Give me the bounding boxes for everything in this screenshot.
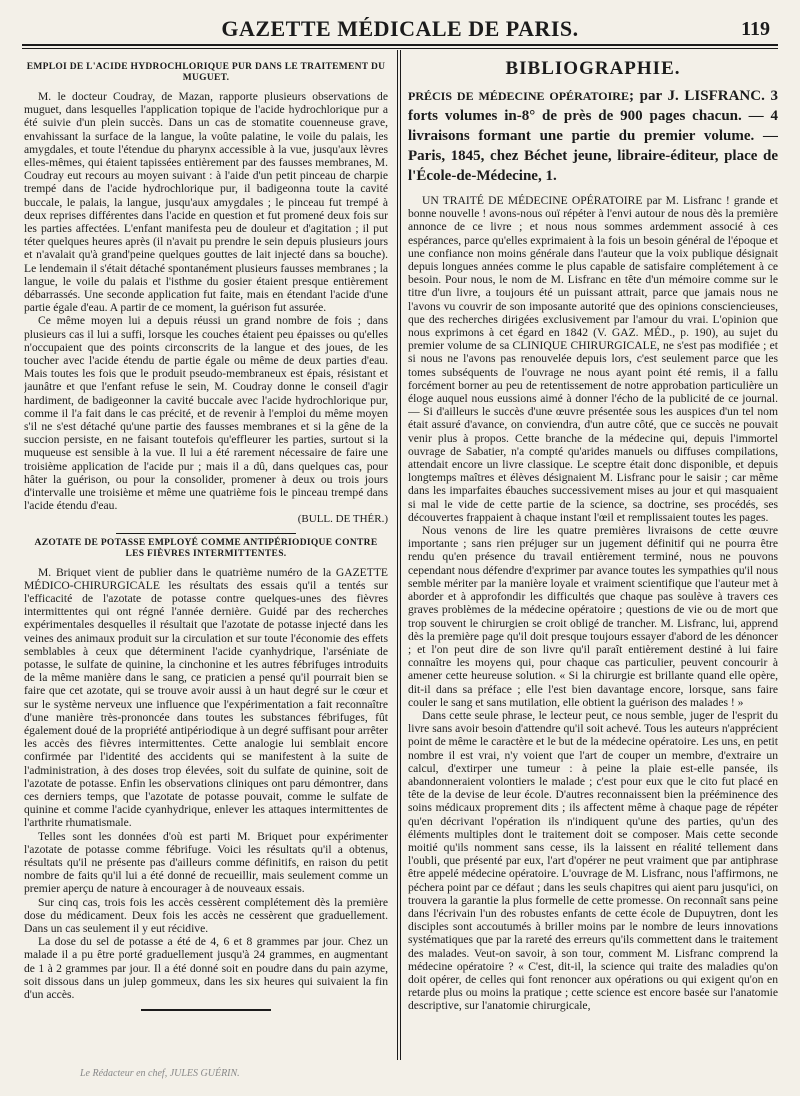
article-paragraph: Telles sont les données d'où est parti M. Briquet pour expérimenter l'azotate de potasse comme fébrifuge. Voici les résultats qu'il a obtenus, résultats qu'il ne présente pas d'ailleurs comme définitifs, en raison du petit nombre de faits qu'il lui a été donné de recueillir, mais seulement comme un premier aperçu de nature à encourager à de nouveaux essais.	[24, 829, 388, 896]
end-rule	[141, 1009, 271, 1011]
source-citation: (BULL. DE THÉR.)	[297, 512, 388, 525]
bleed-through-text: Le Rédacteur en chef, JULES GUÉRIN.	[80, 1068, 240, 1079]
right-column	[408, 58, 778, 1088]
article-paragraph: La dose du sel de potasse a été de 4, 6 et 8 grammes par jour. Chez un malade il a pu être porté graduellement jusqu'à 24 grammes, en augmentant de 1 à 2 grammes par jour. Il a été donné soit en poudre dans du pain azyme, soit dissous dans un julep gommeux, dans les six heures qui suivaient la fin d'un accès.	[24, 935, 388, 1001]
page-number: 119	[741, 18, 770, 40]
top-rule-thin	[22, 48, 778, 49]
section-heading-muguet: EMPLOI DE L'ACIDE HYDROCHLORIQUE PUR DANS LE TRAITEMENT DU MUGUET.	[26, 62, 386, 83]
bibliography-heading: BIBLIOGRAPHIE.	[505, 58, 681, 79]
article-paragraph: M. Briquet vient de publier dans le quatrième numéro de la GAZETTE MÉDICO-CHIRURGICALE les résultats des essais qu'il a tentés sur l'efficacité de l'azotate de potasse contre quelques-unes des fièvres intermittentes qui ont régné l'année dernière. Guidé par des recherches expérimentales desquelles il résultait que l'azotate de potasse injecté dans les veines des animaux produit sur la circulation et sur toute l'économie des effets semblables à ceux que déterminent l'acide cyanhydrique, l'arséniate de potasse, le sulfate de quinine, la cinchonine et les autres fébrifuges introduits de la même manière dans le sang, ce praticien a pensé qu'il pourrait bien se faire que cet azotate, qui se trouve avoir aussi à un haut degré sur le cœur et sur le système nerveux une influence que l'expérimentation a fait reconnaître d'une manière très-prononcée dans toutes les substances fébrifuges, fût également doué de la propriété antipériodique à un degré suffisant pour arrêter les accès des fièvres intermittentes. Cette analogie lui semblait encore confirmée par l'identité des accidents qui se manifestent à la suite de l'administration, à des doses trop élevées, soit du sulfate de quinine, soit de l'azotate de potasse. Enfin les observations cliniques ont paru démontrer, dans ces derniers temps, que l'azotate de potasse pouvait, comme le sulfate de quinine et comme l'acide cyanhydrique, enlever les attaques intermittentes de l'arthrite rhumatismale.	[24, 565, 388, 830]
book-title: PRÉCIS DE MÉDECINE OPÉRATOIRE	[408, 89, 629, 103]
left-column	[24, 58, 388, 1068]
top-rule	[22, 44, 778, 46]
review-paragraph: Dans cette seule phrase, le lecteur peut, ce nous semble, juger de l'esprit du livre sans avoir besoin d'attendre qu'il soit achevé. Tous les auteurs n'apprécient point de même le caractère et le but de la médecine opératoire. Les uns, en petit nombre il est vrai, n'y voient que l'art de couper un membre, d'extraire un calcul, d'extirper une tumeur : à peine la plaie est-elle pansée, ils abandonneraient volontiers le malade ; c'est pour eux que le cito fut placé en tête de la devise de leur école. D'autres reconnaissent bien la prééminence des soins médicaux proprement dits ; ils affectent même à chaque page de répéter qu'en décrivant l'opération ils n'indiquent qu'une des parties, qu'un des éléments multiples dont le traitement doit se composer. Mais cette seconde moitié qu'ils nomment sans cesse, ils la laissent en réalité tellement dans l'oubli, que présenté par eux, l'art d'opérer ne peut vraiment que par antiphrase être appelé médecine opératoire. L'ouvrage de M. Lisfranc, nous l'affirmons, ne péchera point par ce défaut ; dans les seuls chapitres qui aient paru jusqu'ici, on trouvera la garantie la plus formelle de cette promesse. On reconnaît sans peine dans l'écrivain l'un des robustes enfants de cette école de Dupuytren, dont les disciples sont accoutumés à briller moins par le nombre de leurs innovations systématiques que par la rareté des erreurs qu'ils commettent dans le traitement des malades. Veut-on savoir, à son tour, comment M. Lisfranc comprend la médecine opératoire ? « C'est, dit-il, la science qui traite des maladies qu'on doit opérer, de celles qui font renoncer aux opérations ou qui exigent qu'on en retarde plus ou moins la pratique ; cette science est encore basée sur l'anatomie descriptive, sur l'anatomie chirurgicale,	[408, 708, 778, 1013]
article-paragraph: Ce même moyen lui a depuis réussi un grand nombre de fois ; dans plusieurs cas il lui a suffi, lorsque les couches étaient peu épaisses ou qu'elles n'occupaient que des points circonscrits de la langue et des joues, de les toucher avec l'acide étendu de partie égale ou même de deux parties d'eau. Mais toutes les fois que le produit pseudo-membraneux est épais, résistant et jaunâtre et que l'enfant refuse le sein, M. Coudray donne le conseil d'agir hardiment, de badigeonner la cavité buccale avec l'acide hydrochlorique pur, comme il l'a fait dans le cas précité, et de revenir à l'emploi du même moyen s'il ne s'est détaché qu'une partie des fausses membranes et si la gêne de la succion persiste, en ne faisant toutefois qu'effleurer les parties, surtout si la muqueuse est sensible à la vue. Il lui a été rarement nécessaire de faire une troisième application de l'acide pur ; mais il a dû, dans quelques cas, pour hâter la guérison, ou pour la consolider, promener à deux ou trois jours d'intervalle une troisième et même une quatrième fois le pinceau trempé dans l'acide étendu d'eau.	[24, 314, 388, 513]
journal-title: GAZETTE MÉDICALE DE PARIS.	[221, 16, 579, 41]
article-paragraph: M. le docteur Coudray, de Mazan, rapporte plusieurs observations de muguet, dans lesquelles l'application topique de l'acide hydrochlorique pur a été suivie d'un plein succès. Dans un cas de stomatite couenneuse grave, envahissant la surface de la langue, la voûte palatine, le voile du palais, les amygdales, et toute l'étendue du pharynx accessible à la vue, jusqu'aux lèvres elles-mêmes, qui étaient tapissées entièrement par des fausses membranes, M. Coudray eut recours au moyen suivant : à l'aide d'un petit pinceau de charpie trempé dans de l'acide hydrochlorique pur, il badigeonna toute la cavité buccale, le palais, la langue, jusqu'aux amygdales ; le pinceau fut trempé à deux reprises différentes dans l'acide en question et fut promené deux fois sur les parties affectées. L'enfant manifesta peu de douleur et d'agitation ; il put téter quelques heures après (il n'avait pu prendre le sein depuis plusieurs jours et n'avalait qu'à grand'peine quelques gouttes de lait injecté dans sa bouche). Le lendemain il s'était détaché spontanément plusieurs fausses membranes ; la langue, le voile du palais et l'isthme du gosier étaient presque entièrement débarrassés. Une seconde application fut faite, mais en étendant l'acide d'une partie égale d'eau. A partir de ce moment, la guérison fut assurée.	[24, 90, 388, 315]
section-heading-azotate: AZOTATE DE POTASSE EMPLOYÉ COMME ANTIPÉRIODIQUE CONTRE LES FIÈVRES INTERMITTENTES.	[34, 537, 378, 559]
book-reference	[408, 86, 778, 186]
masthead	[22, 8, 778, 40]
review-paragraph: UN TRAITÉ DE MÉDECINE OPÉRATOIRE par M. Lisfranc ! grande et bonne nouvelle ! avons-nous ouï répéter à l'envi autour de nous dès la première annonce de ce livre ; et nous nous sommes ardemment associé à ces espérances, parce qu'elles exprimaient à la fois un besoin général de l'époque et une confiance non moins générale dans l'auteur que la voix publique désignait depuis longues années comme le plus capable de satisfaire complétement à ce besoin. Pour nous, le nom de M. Lisfranc en tête d'un mémoire comme sur le titre d'un livre, a toujours été un puissant attrait, parce que jamais nous ne l'avons vu couvrir de son imposante autorité que des opinions consciencieuses, que des recherches dirigées exclusivement par l'amour du vrai. L'opinion que nous exprimons à cet égard en 1842 (V. GAZ. MÉD., p. 190), au sujet du premier volume de sa CLINIQUE CHIRURGICALE, ne s'est pas modifiée ; et si nous ne l'avons pas renouvelée depuis lors, c'est seulement parce que les tomes subséquents de l'ouvrage ne nous ayant point été remis, il a fallu forcément borner au peu de retentissement de notre approbation particulière un éloge auquel nous eussions aimé à donner l'écho de la publicité de ce journal. — Si d'ailleurs le succès d'une œuvre présentée sous les auspices d'un tel nom était assuré d'avance, on conviendra, d'un autre côté, que ce succès ne pouvait venir plus à propos. Cette branche de la médecine qui, depuis l'immortel ouvrage de Sabatier, n'a compté qu'arides manuels ou diffuses compilations, attendait encore un livre classique. Le sceptre était donc disponible, et depuis longtemps maîtres et élèves désignaient M. Lisfranc pour le saisir ; car même dans les imparfaites ébauches successivement mises au jour et qui masquaient si mal le vide de cette partie de la science, sa doctrine, ses procédés, ses découvertes frappaient à chaque instant l'œil et remplissaient toutes les pages.	[408, 194, 778, 524]
column-separator	[397, 50, 398, 1060]
article-paragraph: Sur cinq cas, trois fois les accès cessèrent complétement dès la première dose du médicament. Deux fois les accès ne cessèrent que graduellement. Dans un cas seulement il y eut récidive.	[24, 895, 388, 935]
book-details: ; par J. LISFRANC. 3 forts volumes in-8° de près de 900 pages chacun. — 4 livraisons formant une partie du premier volume. — Paris, 1845, chez Béchet jeune, libraire-éditeur, place de l'École-de-Médecine, 1.	[408, 88, 778, 184]
review-paragraph: Nous venons de lire les quatre premières livraisons de cette œuvre importante ; sans rien préjuger sur un jugement définitif qui ne pourra être rendu qu'en présence du travail entièrement terminé, nous ne pouvons cependant nous défendre d'exprimer par avance toutes les sympathies qu'il nous semble mériter par la manière loyale et vraiment scientifique que l'auteur met à aborder et à approfondir les difficultés que chaque pas soulève à travers ces graves problèmes de la médecine opératoire ; questions de vie ou de mort que trop souvent le chirurgien se croit obligé de trancher. M. Lisfranc, lui, apprend dès la première page qu'il doit presque toujours essayer d'abord de les dénoncer ; et l'on peut dire de son livre qu'il paraît entièrement destiné à lui faire connaître les moyens qui, pour chaque cas particulier, peuvent concourir à amener cette heureuse solution. « Si la chirurgie est brillante quand elle opère, dit-il dans sa préface ; elle l'est bien davantage encore, lorsque, sans faire couler le sang et sans mutilation, elle obtient la guérison des malades ! »	[408, 524, 778, 709]
column-separator-2	[400, 50, 401, 1060]
section-divider	[116, 533, 296, 534]
